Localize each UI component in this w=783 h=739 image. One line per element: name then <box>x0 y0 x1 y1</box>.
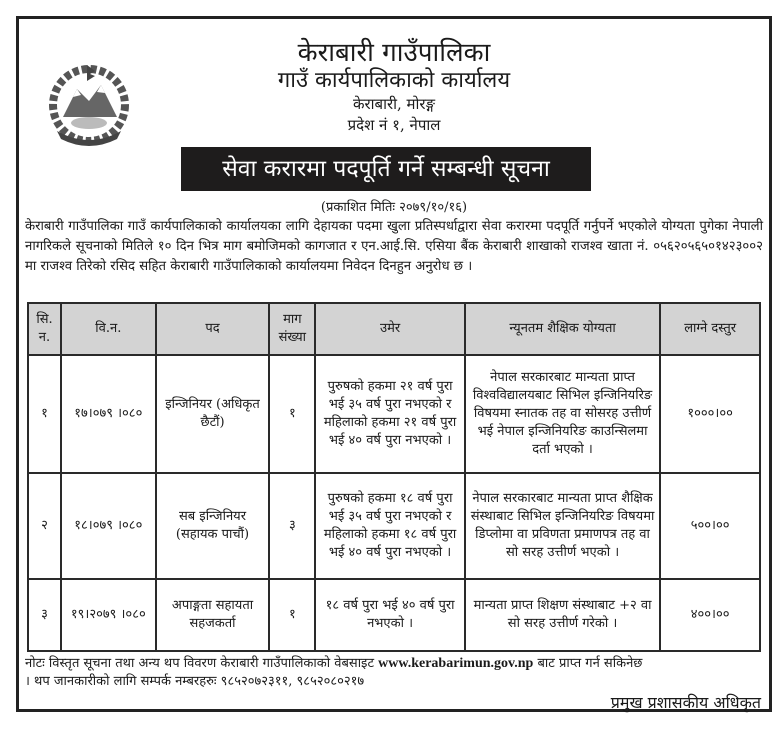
cell-age: पुरुषको हकमा २१ वर्ष पुरा भई ३५ वर्ष पुरा नभएको र महिलाको हकमा २१ वर्ष पुरा भई ४० वर्ष पुरा नभएको । <box>315 355 465 473</box>
cell-age: पुरुषको हकमा १८ वर्ष पुरा भई ३५ वर्ष पुरा नभएको र महिलाको हकमा १८ वर्ष पुरा भई ४० वर्ष पुरा नभएको । <box>315 473 465 579</box>
cell-post: इन्जिनियर (अधिकृत छैटौं) <box>156 355 270 473</box>
cell-age: १८ वर्ष पुरा भई ४० वर्ष पुरा नभएको । <box>315 579 465 651</box>
published-date: (प्रकाशित मितिः २०७९/१०/१६) <box>320 200 468 215</box>
notice-frame <box>16 16 772 712</box>
cell-post: अपाङ्गता सहायता सहजकर्ता <box>156 579 270 651</box>
website-link[interactable]: www.kerabarimun.gov.np <box>378 656 534 671</box>
cell-qualification: मान्यता प्राप्त शिक्षण संस्थाबाट +२ वा सो सरह उत्तीर्ण गरेको । <box>465 579 660 651</box>
col-header-age: उमेर <box>315 303 465 355</box>
col-header-fee: लाग्ने दस्तुर <box>660 303 760 355</box>
footer-note <box>25 655 763 691</box>
vacancy-table <box>27 302 761 652</box>
cell-adv-no: १९।२०७९ ।०८० <box>61 579 156 651</box>
cell-fee: ४००।०० <box>660 579 760 651</box>
table-row <box>28 579 760 651</box>
cell-fee: ५००।०० <box>660 473 760 579</box>
cell-sn: ३ <box>28 579 61 651</box>
contact-numbers: । थप जानकारीको लागि सम्पर्क नम्बरहरुः ९८५२०७२३११, ९८५२०८०२१७ <box>25 674 365 689</box>
office-name: गाउँ कार्यपालिकाको कार्यालय <box>277 68 511 93</box>
cell-demand: १ <box>269 579 315 651</box>
table-row <box>28 473 760 579</box>
cell-adv-no: १८।०७९ ।०८० <box>61 473 156 579</box>
cell-sn: २ <box>28 473 61 579</box>
office-province: प्रदेश नं १, नेपाल <box>347 116 441 134</box>
org-name: केराबारी गाउँपालिका <box>297 38 491 68</box>
signatory: प्रमुख प्रशासकीय अधिकृत <box>610 693 761 712</box>
cell-qualification: नेपाल सरकारबाट मान्यता प्राप्त विश्वविद्यालयबाट सिभिल इन्जिनियरिङ विषयमा स्नातक तह वा सोसरह उत्तीर्ण भई नेपाल इन्जिनियरिङ काउन्सिलमा दर्ता भएको । <box>465 355 660 473</box>
cell-demand: १ <box>269 355 315 473</box>
cell-adv-no: १७।०७९ ।०८० <box>61 355 156 473</box>
cell-demand: ३ <box>269 473 315 579</box>
col-header-post: पद <box>156 303 270 355</box>
table-row <box>28 355 760 473</box>
note-prefix: नोटः विस्तृत सूचना तथा अन्य थप विवरण केराबारी गाउँपालिकाको वेबसाइट <box>25 656 374 671</box>
col-header-demand: माग संख्या <box>269 303 315 355</box>
cell-post: सब इन्जिनियर (सहायक पाचौं) <box>156 473 270 579</box>
cell-sn: १ <box>28 355 61 473</box>
col-header-sn: सि. न. <box>28 303 61 355</box>
cell-fee: १०००।०० <box>660 355 760 473</box>
office-location: केराबारी, मोरङ्ग <box>352 95 436 113</box>
cell-qualification: नेपाल सरकारबाट मान्यता प्राप्त शैक्षिक संस्थाबाट सिभिल इन्जिनियरिङ विषयमा डिप्लोमा वा प्रविणता प्रमाणपत्र तह वा सो सरह उत्तीर्ण भएको । <box>465 473 660 579</box>
notice-intro: केराबारी गाउँपालिका गाउँ कार्यपालिकाको कार्यालयका लागि देहायका पदमा खुला प्रतिस्पर्धाद्वारा सेवा करारमा पदपूर्ति गर्नुपर्ने भएकोले योग्यता पुगेका नेपाली नागरिकले सूचनाको मितिले १० दिन भित्र माग बमोजिमको कागजात र एन.आई.सि. एसिया बैंक केराबारी शाखाको राजश्व खाता नं. ०५६२०५६५०१४२३००२ मा राजश्व तिरेको रसिद सहित केराबारी गाउँपालिकाको कार्यालयमा निवेदन दिनहुन अनुरोध छ । <box>25 219 763 274</box>
notice-title: सेवा करारमा पदपूर्ति गर्ने सम्बन्धी सूचना <box>181 147 591 191</box>
col-header-qualification: न्यूनतम शैक्षिक योग्यता <box>465 303 660 355</box>
table-header-row <box>28 303 760 355</box>
col-header-adv-no: वि.न. <box>61 303 156 355</box>
note-suffix: बाट प्राप्त गर्न सकिनेछ <box>537 656 643 671</box>
